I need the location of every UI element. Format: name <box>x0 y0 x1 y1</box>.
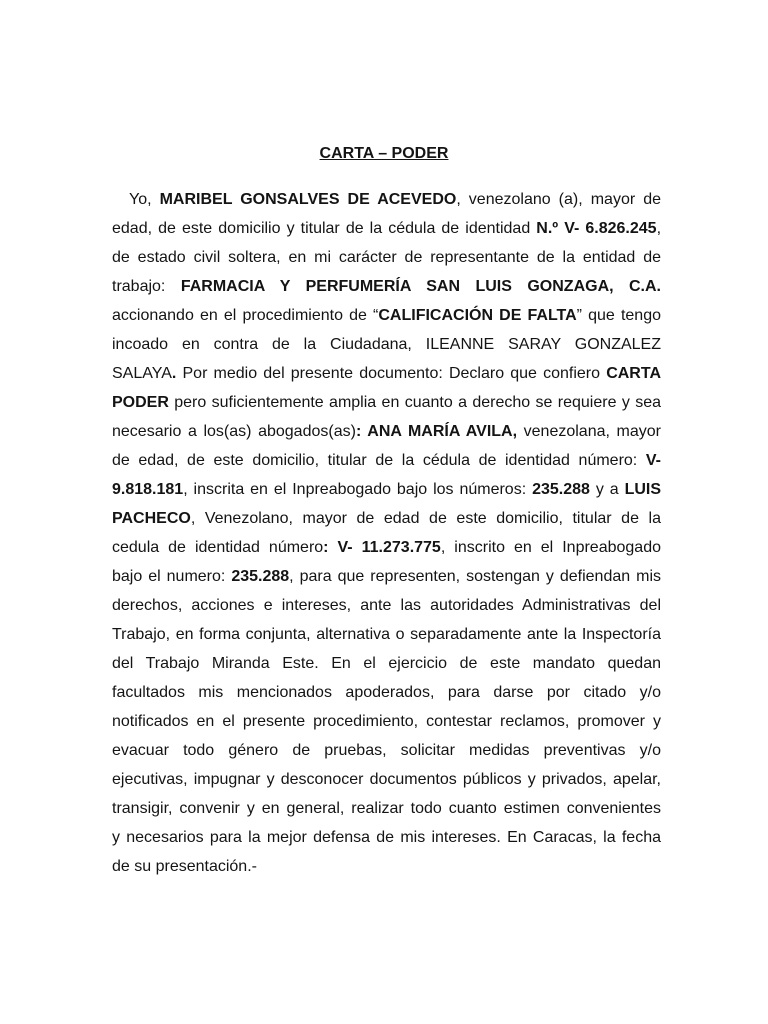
text-run: , inscrita en el Inpreabogado bajo los números: <box>183 481 533 498</box>
text-run: ” que tengo <box>576 307 661 324</box>
text-run: edad, de este domicilio y titular de la cédula de identidad <box>112 220 537 237</box>
body-line <box>112 422 661 442</box>
text-run: del Trabajo Miranda Este. En el ejercicio de este mandato quedan <box>112 655 661 672</box>
text-run: , para que representen, sostengan y defiendan mis <box>289 568 662 585</box>
body-line <box>112 799 661 819</box>
body-line <box>112 277 661 297</box>
text-run: Yo, <box>129 191 160 208</box>
body-line <box>112 596 661 616</box>
text-run: bajo el numero: <box>112 568 232 585</box>
body-line <box>112 480 661 500</box>
text-run: necesario a los(as) abogados(as) <box>112 423 356 440</box>
bold-text: PACHECO <box>112 510 191 527</box>
text-run: pero suficientemente amplia en cuanto a derecho se requiere y sea <box>168 394 661 411</box>
text-run: evacuar todo género de pruebas, solicitar medidas preventivas y/o <box>112 742 661 759</box>
text-run: notificados en el presente procedimiento, contestar reclamos, promover y <box>112 713 661 730</box>
text-run: ejecutivas, impugnar y desconocer documentos públicos y privados, apelar, <box>112 771 661 788</box>
text-run: de estado civil soltera, en mi carácter de representante de la entidad de <box>112 249 661 266</box>
body-line <box>112 538 661 558</box>
body-line <box>112 219 661 239</box>
text-run: , Venezolano, mayor de edad de este domicilio, titular de la <box>190 510 661 527</box>
text-run: SALAYA <box>112 365 172 382</box>
text-run: venezolana, mayor <box>517 423 662 440</box>
bold-text: 235.288 <box>532 481 590 498</box>
text-run: Por medio del presente documento: Declaro que confiero <box>176 365 607 382</box>
text-run: trabajo: <box>112 278 181 295</box>
body-line <box>112 828 661 848</box>
body-line <box>112 770 661 790</box>
body-line <box>112 364 661 384</box>
bold-text: . <box>171 365 177 382</box>
text-run: accionando en el procedimiento de “ <box>112 307 379 324</box>
text-run: facultados mis mencionados apoderados, para darse por citado y/o <box>112 684 661 701</box>
body-line <box>112 451 661 471</box>
bold-text: MARIBEL GONSALVES DE ACEVEDO <box>159 191 457 208</box>
text-run: Trabajo, en forma conjunta, alternativa o separadamente ante la Inspectoría <box>112 626 661 643</box>
text-run: derechos, acciones e intereses, ante las autoridades Administrativas del <box>112 597 661 614</box>
body-line <box>112 857 661 877</box>
body-line <box>112 683 661 703</box>
text-run: de edad, de este domicilio, titular de la cédula de identidad número: <box>112 452 646 469</box>
text-run: , inscrito en el Inpreabogado <box>440 539 661 556</box>
bold-text: PODER <box>112 394 169 411</box>
bold-text: V- <box>645 452 661 469</box>
body-line <box>112 654 661 674</box>
bold-text: 235.288 <box>231 568 290 585</box>
text-run: , <box>656 220 662 237</box>
body-line <box>112 335 661 355</box>
bold-text: 9.818.181 <box>112 481 184 498</box>
bold-text: LUIS <box>624 481 662 498</box>
document-title: CARTA – PODER <box>319 145 449 162</box>
bold-text: FARMACIA Y PERFUMERÍA SAN LUIS GONZAGA, C.A. <box>180 278 662 295</box>
text-run: incoado en contra de la Ciudadana, ILEANNE SARAY GONZALEZ <box>112 336 661 353</box>
body-line <box>112 625 661 645</box>
bold-text: : V- 11.273.775 <box>323 539 441 556</box>
text-run: y a <box>589 481 625 498</box>
text-run: transigir, convenir y en general, realizar todo cuanto estimen convenientes <box>112 800 661 817</box>
body-line <box>112 567 661 587</box>
text-run: cedula de identidad número <box>112 539 324 556</box>
body-line <box>112 393 661 413</box>
body-line <box>112 306 661 326</box>
text-run: y necesarios para la mejor defensa de mis intereses. En Caracas, la fecha <box>112 829 661 846</box>
body-line <box>112 248 661 268</box>
text-run: de su presentación.- <box>112 858 257 875</box>
text-run: , venezolano (a), mayor de <box>456 191 661 208</box>
bold-text: CALIFICACIÓN DE FALTA <box>378 307 577 324</box>
bold-text: : ANA MARÍA AVILA, <box>355 423 518 440</box>
body-line <box>112 190 661 210</box>
body-line <box>112 741 661 761</box>
body-line <box>112 712 661 732</box>
bold-text: N.º V- 6.826.245 <box>536 220 657 237</box>
body-line <box>112 509 661 529</box>
bold-text: CARTA <box>606 365 661 382</box>
